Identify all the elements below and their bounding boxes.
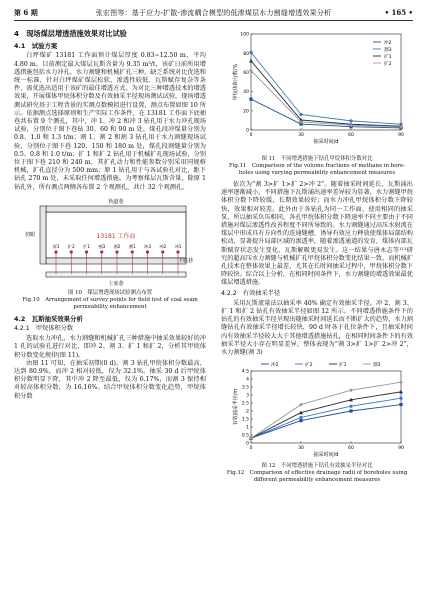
legend-label: 扩2: [305, 363, 313, 369]
x-tick-label: 90: [398, 133, 404, 138]
paragraph: 由图 11 可知，在抽采初期(0 d)，割 3 钻孔甲烷体积分数最高，达到 80.9%，而冲 2 相对较低，仅为 32.1%。抽采 30 d 后甲烷体积分数明显下降，其中冲 2 降至最低，仅为 6.17%，而割 3 保持相对较高体积分数，为 16.16%。结合甲烷体积分数变化趋势，甲烷体积分数: [14, 359, 206, 400]
figure-10-caption-en-1: Fig.10 Arrangement of survey points for field test of coal seam: [22, 296, 198, 303]
survey-point-label: 割3: [98, 243, 106, 249]
y-axis-label: 甲烷体积分数/%: [233, 63, 239, 101]
running-title: 张宏图等：基于应力-扩散-渗流耦合模型的低渗煤层水力割缝增透效果分析: [95, 9, 332, 17]
data-point: [349, 405, 352, 408]
running-header: [14, 6, 413, 21]
y-tick-label: 1: [246, 425, 249, 431]
survey-point-marker: [54, 250, 57, 253]
data-point: [249, 98, 252, 101]
y-tick-label: 3: [246, 393, 249, 399]
legend-label: 扩1: [384, 54, 392, 60]
survey-point-marker: [85, 250, 88, 253]
page-number: • 165 •: [384, 8, 413, 17]
paragraph: 采用瓦斯流量法以抽采率 40% 确定有效抽采半径。冲 2、割 3、扩 1 和扩 2 钻孔有效抽采半径如图 12 所示。不同增透措施条件下的钻孔的有效抽采半径呈现出随抽采时间延长而不断扩大的趋势，水力割缝钻孔有效抽采半径增长较快，90 d 时各于孔位条件下，且抽采时间内有效抽采半径较大大于其他增透措施钻孔，在相同时间条件下的有效抽采半径大小存在明显差异，整体表现为“割 3>扩 1>扩 2>冲 2”，水力割缝(割 3): [221, 299, 413, 357]
survey-point-marker: [131, 250, 134, 253]
diagram-label-bottom-road: 下底巷: [177, 257, 193, 264]
data-point: [399, 397, 402, 400]
y-axis-label: 有效抽采半径/m: [233, 388, 239, 426]
survey-point-label: 扩1: [83, 243, 90, 249]
data-point: [299, 419, 302, 422]
plot-frame: [251, 371, 401, 443]
survey-point-marker: [70, 250, 73, 253]
plot-frame: [251, 34, 401, 130]
survey-point-label: 原1: [52, 243, 60, 249]
figure-11-caption-zh: 图 11 不同增透措施下钻孔甲烷体积分数对比: [261, 156, 373, 162]
legend-label: 冲2: [271, 363, 279, 369]
data-point: [399, 380, 403, 384]
series-line: [251, 405, 401, 439]
data-point: [349, 388, 353, 392]
legend-label: 扩1: [339, 363, 347, 369]
y-tick-label: 2: [246, 409, 249, 415]
survey-point-label: 割2: [113, 243, 121, 249]
y-tick-label: 4: [246, 377, 249, 383]
figure-11-caption-en-1: Fig.11 Comparison of the volume fractions of methane in bore-: [228, 163, 406, 169]
legend-label: 割3: [373, 363, 381, 369]
paragraph: 依次为“割 3>扩 1>扩 2>冲 2”。随着抽采时间延长，瓦斯涌出速率逐渐减小，不同措施下瓦斯涌出速率差异较为显著，水力割缝甲烷体积分数下降较缓，长期效果较好；而水力冲孔甲烷体积分数下降较快，效果相对较差。此外由于各钻孔为同一工作面，使用相同的抽采泵，所以抽采负压相同，各孔甲烷体积分数下降速率不同主要由于不同措施对煤层渗透性改善程度不同所导致的。水力割缝通过高压水射流在煤层中形成具有方向性的连通缝槽，诱导有效应力释放使煤体局部结构松动，显著提升局部区域的渗透率，随着渗透通道的发育，煤体内部瓦斯赋存状态发生变化，瓦斯解吸更易发生。这一结果与唐永志等¹¹¹研究的超高压水力割缝与机械扩孔甲烷体积分数变化结果一致。而机械扩孔技术在整体效果上最差，尤其在长时间抽采过程中，甲烷体积分数下降较快。综合以上分析，在相同时间条件下，水力割缝的增透效果最优煤层增透措施。: [221, 181, 413, 287]
issue-number: 第 6 期: [14, 8, 38, 17]
figure-10-caption-zh: 图 10 煤层增透现场试验测点布置: [67, 289, 153, 296]
series-line: [251, 392, 401, 438]
figure-11-caption: [221, 156, 413, 177]
y-tick-label: 0: [246, 128, 249, 134]
data-point: [249, 59, 253, 63]
series-line: [251, 398, 401, 438]
diagram-label-rise: 上底巷: [108, 280, 124, 287]
y-tick-label: 100: [240, 32, 249, 38]
right-column: [221, 28, 413, 488]
x-tick-label: 60: [348, 446, 354, 452]
figure-10-layout-diagram: [18, 192, 202, 288]
data-point: [299, 416, 302, 419]
survey-point-label: 冲2: [159, 243, 167, 249]
x-tick-label: 30: [298, 446, 304, 452]
diagram-label-top-road: 轨道巷: [108, 198, 124, 205]
y-tick-label: 0: [246, 441, 249, 447]
y-tick-label: 1.5: [241, 417, 249, 423]
section-4-heading: 4 现场煤层增透措施效果对比试验: [14, 29, 127, 38]
series-line: [251, 382, 401, 438]
survey-point-marker: [161, 250, 164, 253]
figure-12-chart: [223, 357, 411, 461]
x-tick-label: 90: [398, 446, 404, 452]
y-tick-label: 60: [243, 71, 249, 76]
survey-point-label: 冲3: [144, 243, 151, 249]
figure-10-caption-en-2: permeability enhancement: [73, 303, 147, 310]
diagram-label-face: 13181 工作面: [96, 232, 136, 240]
legend-label: 割3: [384, 47, 392, 53]
x-axis-label: 抽采时间/d: [313, 139, 339, 145]
figure-12-caption-en-1: Fig.12 Comparison of effective drainage radii of boreholes using: [226, 470, 408, 477]
y-tick-label: 2.5: [241, 401, 249, 407]
survey-point-label: 扩2: [67, 243, 75, 249]
data-point: [399, 403, 402, 406]
y-tick-label: 80: [243, 51, 249, 57]
x-axis-label: 抽采时间/d: [313, 452, 339, 459]
x-tick-label: 60: [348, 133, 354, 138]
figure-12-caption-zh: 图 12 不同增透措施下钻孔有效抽采半径对比: [261, 463, 373, 470]
paragraph: 白坪煤矿 13181 工作面预计煤层厚度 0.83~12.50 m，平均 4.80 m，目前测定最大煤层瓦斯含量为 9.35 m³/t，该矿日前所用增透措施包括水力冲孔、水力割缝和机械扩孔三种，缺乏系统对比优选和统一标准，针对白坪煤矿煤层松软、渗透性较低、瓦斯赋存复杂等条件，需优选出适用于该矿的最佳增透方式。为对比三种增透技术的增透效果，开展煤体甲烷体积分数及有效抽采半径现场测试试验，现场增透测试研究基于工程背景的实测点数模拟进行设置，测点布置如图 10 所示。依据测点选择原则和生产实际工作条件，在 13181 工作面下底抽巷共布置 9 个测孔，其中，冲 1、冲 2 和冲 3 钻孔用于水力冲孔现场试验，分别位于图下巷钻 30、60 和 90 m 处，煤孔段冲煤量分别为 0.8、1.0 和 1.3 t/m；割 1、割 2 和割 3 钻孔用于水力割缝现场试验，分别位于图下巷 120、150 和 180 m 处，煤孔段割缝量分别为 0.5、0.8 和 1.0 t/m；扩 1 和扩 2 钻孔用于机械扩孔现场试验，分别位于图下巷 210 和 240 m，其扩孔动力和性能参数分别采用同规格机械，扩孔直径分为 500 mm；原 1 钻孔用于与各试验孔对比，距下钻孔 270 m 处，未采取任何增透措施。为考察煤层瓦斯含量，除原 1 钻孔外，所有测点两侧各布置 2 个观测孔，共计 32 个观测孔。: [14, 52, 206, 191]
figure-11-chart: [223, 28, 411, 154]
legend-label: 冲2: [384, 40, 392, 46]
survey-point-marker: [176, 250, 179, 253]
y-tick-label: 4.5: [241, 369, 249, 375]
section-4-2-2-heading: 4.2.2 有效抽采半径: [221, 289, 281, 297]
survey-point-marker: [115, 250, 118, 253]
data-point: [349, 410, 352, 413]
left-column: [14, 28, 206, 401]
legend-label: 扩2: [384, 61, 392, 67]
section-4-2-heading: 4.2 瓦斯抽采效果分析: [14, 314, 83, 323]
data-point: [299, 113, 302, 116]
y-tick-label: 20: [243, 109, 249, 115]
survey-point-label: 冲1: [174, 243, 182, 249]
x-tick-label: 0: [249, 133, 253, 138]
y-tick-label: 40: [243, 90, 249, 96]
paragraph: 选取水力冲孔、水力割缝和机械扩孔三种措施中抽采效果较好的冲 1 孔的试验孔进行对比，即冲 2、割 3、扩 1 和扩 2，分析其甲烷体积分数变化规律(图 11)。: [14, 335, 206, 359]
figure-12-caption: [221, 463, 413, 484]
diagram-label-cut: 切眼: [24, 231, 36, 238]
x-tick-label: 0: [249, 446, 253, 452]
series-line: [251, 70, 401, 126]
figure-11-caption-en-2: holes using varying permeability enhancement measures: [238, 170, 396, 176]
y-tick-label: 0.5: [241, 433, 249, 439]
figure-10-caption: [14, 290, 206, 311]
figure-12-caption-en-2: different permeability enhancement measures: [253, 477, 381, 484]
x-tick-label: 30: [298, 133, 304, 138]
survey-point-label: 割1: [128, 243, 136, 249]
section-4-2-1-heading: 4.2.1 甲烷体积分数: [14, 325, 74, 333]
survey-point-marker: [100, 250, 103, 253]
data-point: [349, 119, 352, 122]
section-4-1-heading: 4.1 试验方案: [14, 42, 58, 51]
survey-point-marker: [146, 250, 149, 253]
data-point: [249, 51, 252, 54]
y-tick-label: 3.5: [241, 385, 249, 391]
